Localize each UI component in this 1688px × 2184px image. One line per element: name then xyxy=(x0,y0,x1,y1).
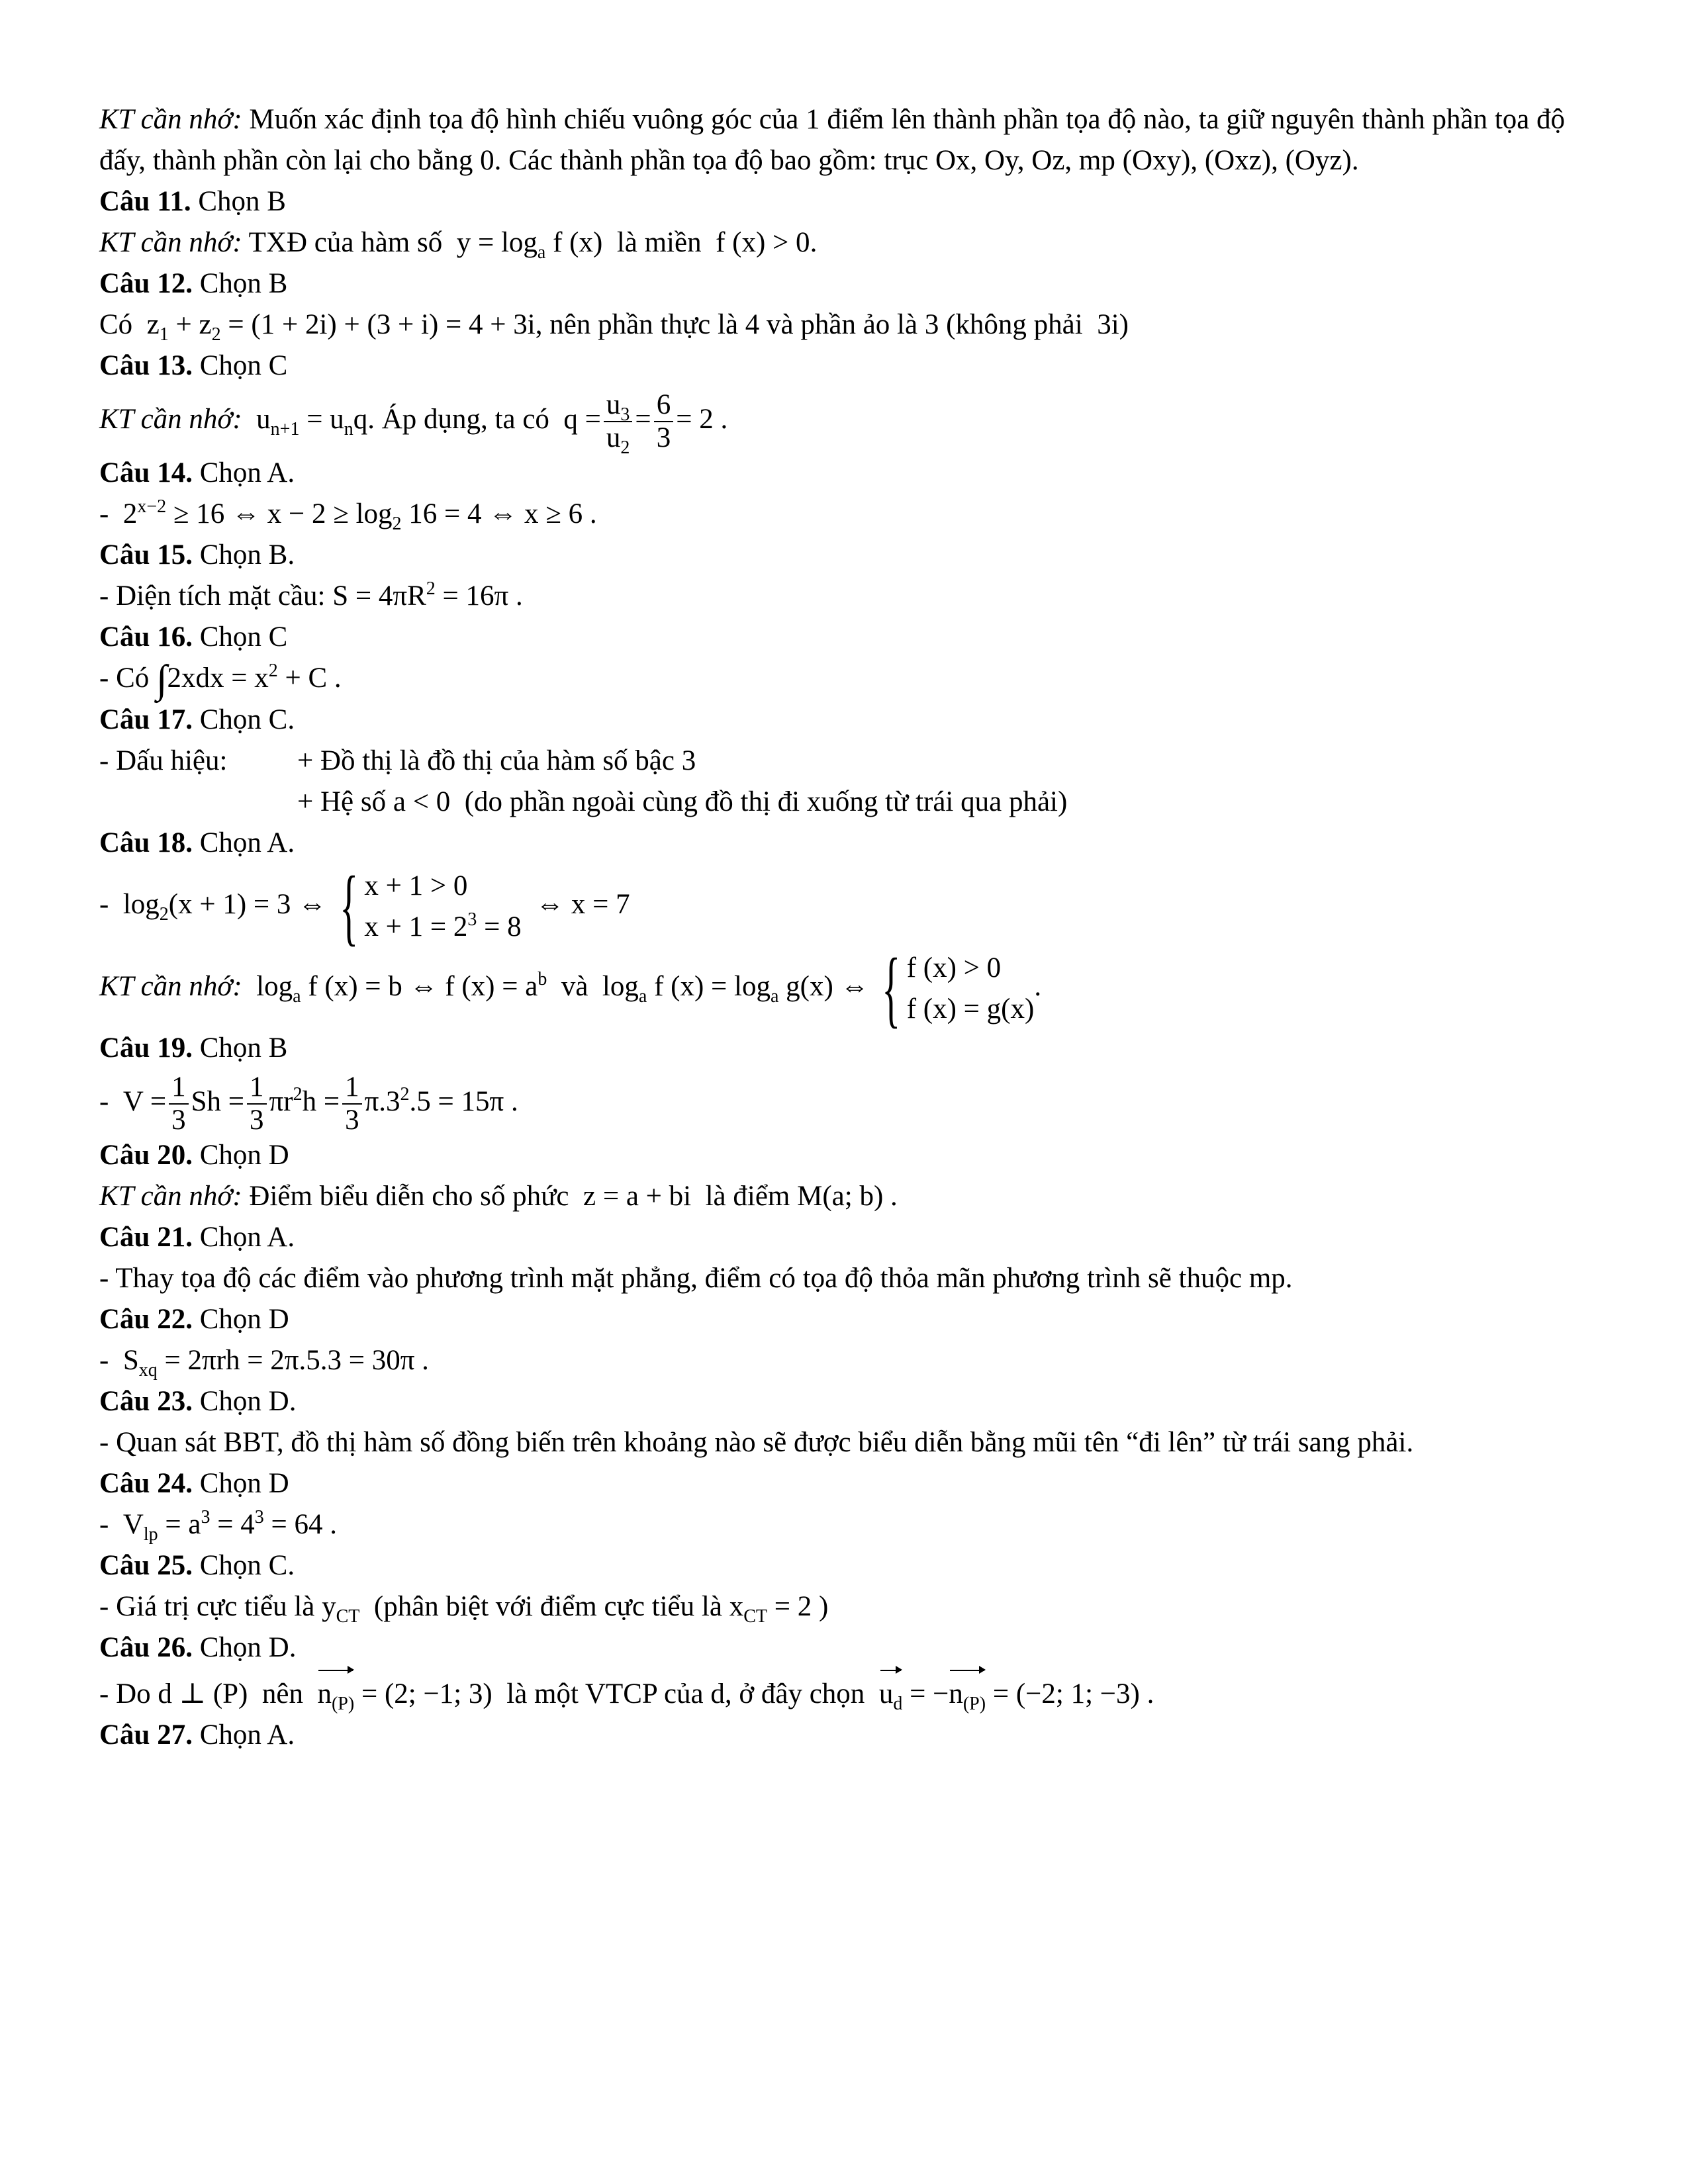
q14-solution: - $2^{x-2} \ge 16$ ⇔ $x - 2 \ge \log_2 16 = 4$ ⇔ x ≥ 6 . xyxy=(99,496,597,534)
q23-solution: - Quan sát BBT, đồ thị hàm số đồng biến trên khoảng nào sẽ được biểu diễn bằng mũi tên “đi lên” từ trái sang phải. xyxy=(99,1427,1414,1458)
q12-solution: Có $z_1 + z_2 = (1 + 2i) + (3 + i) = 4 + 3i$, nên phần thực là 4 và phần ảo là 3 (không phải 3i) xyxy=(99,309,1129,345)
q17-sign-2: + Hệ số a < 0 (do phần ngoài cùng đồ thị đi xuống từ trái qua phải) xyxy=(297,786,1068,817)
kt-label: KT cần nhớ: xyxy=(99,104,242,135)
q21-header: Câu 21. Chọn A. xyxy=(99,1222,295,1253)
q24-header: Câu 24. Chọn D xyxy=(99,1468,289,1499)
q13-header: Câu 13. Chọn C xyxy=(99,350,288,381)
q26-header: Câu 26. Chọn D. xyxy=(99,1632,297,1663)
q20-note: KT cần nhớ: Điểm biểu diễn cho số phức z = a + bi là điểm M(a; b) . xyxy=(99,1181,898,1212)
q17-sign-1: - Dấu hiệu: + Đồ thị là đồ thị của hàm số bậc 3 xyxy=(99,745,696,776)
q22-header: Câu 22. Chọn D xyxy=(99,1304,289,1335)
q23-header: Câu 23. Chọn D. xyxy=(99,1386,297,1417)
q15-header: Câu 15. Chọn B. xyxy=(99,539,295,570)
intro-paragraph xyxy=(99,99,1595,181)
q13-note: KT cần nhớ: $u_{n+1} = u_nq$. Áp dụng, ta có q = $\frac{u_3}{u_2}$ = $\frac{6}{3}$ = 2 . xyxy=(99,389,728,459)
q15-solution: - Diện tích mặt cầu: $S = 4\pi R^2 = 16\pi$ . xyxy=(99,578,523,612)
intro-text: Muốn xác định tọa độ hình chiếu vuông góc của 1 điểm lên thành phần tọa độ nào, ta giữ nguyên thành phần tọa độ đấy, thành phần còn lại cho bằng 0. Các thành phần tọa độ bao gồm: trục Ox, Oy, Oz, mp (Oxy), (Oxz), (Oyz). xyxy=(99,104,1566,176)
q18-note: KT cần nhớ: $\log_a f$ (x) = b ⇔ f $(x) = a^b$ và $\log_a f$ $(x) = \log_a g(x)$ ⇔ { f (x) > 0 f (x) = g(x) . xyxy=(99,941,1042,1037)
q16-solution: - Có $\int 2xdx = x^2 + C$ . xyxy=(99,657,342,701)
q26-solution: - Do d ⊥ (P) nên $n_{(P)} = (2$; −1; 3) là một VTCP của d, ở đây chọn $u_d = -n_{(P)} = (-2$; 1; −3) . xyxy=(99,1668,1595,1715)
q14-header: Câu 14. Chọn A. xyxy=(99,457,295,488)
q24-solution: - $V_{lp} = a^3 = 4^3 = 64$ . xyxy=(99,1507,338,1545)
q19-header: Câu 19. Chọn B xyxy=(99,1032,288,1064)
q25-header: Câu 25. Chọn C. xyxy=(99,1550,295,1581)
q12-header: Câu 12. Chọn B xyxy=(99,268,288,299)
q22-solution: - $S_{xq} = 2\pi rh = 2\pi.5.3 = 30\pi$ . xyxy=(99,1345,429,1381)
q19-solution: - V = $\frac{1}{3}$ Sh = $\frac{1}{3}$ $\pi r^2h$ = $\frac{1}{3}$ $\pi.3^2.5 = 15\pi$ . xyxy=(99,1071,518,1136)
q18-header: Câu 18. Chọn A. xyxy=(99,827,295,858)
q20-header: Câu 20. Chọn D xyxy=(99,1140,289,1171)
document-page xyxy=(99,99,1595,1756)
q25-solution: - Giá trị cực tiểu là $y_{CT}$ (phân biệt với điểm cực tiểu là $x_{CT} = 2$ ) xyxy=(99,1591,829,1627)
q11-header: Câu 11. Chọn B xyxy=(99,186,286,217)
q21-solution: - Thay tọa độ các điểm vào phương trình mặt phẳng, điểm có tọa độ thỏa mãn phương trình sẽ thuộc mp. xyxy=(99,1263,1293,1294)
q16-header: Câu 16. Chọn C xyxy=(99,621,288,653)
q11-note: KT cần nhớ: TXĐ của hàm số $y = \log_a f$ (x) là miền f (x) > 0. xyxy=(99,227,818,263)
q17-header: Câu 17. Chọn C. xyxy=(99,704,295,735)
q18-solution: - $\log_2(x + 1) = 3$ ⇔ { x + 1 > 0 $x + 1 = 2^3 = 8$ ⇔ x = 7 xyxy=(99,859,630,955)
q27-header: Câu 27. Chọn A. xyxy=(99,1719,295,1751)
